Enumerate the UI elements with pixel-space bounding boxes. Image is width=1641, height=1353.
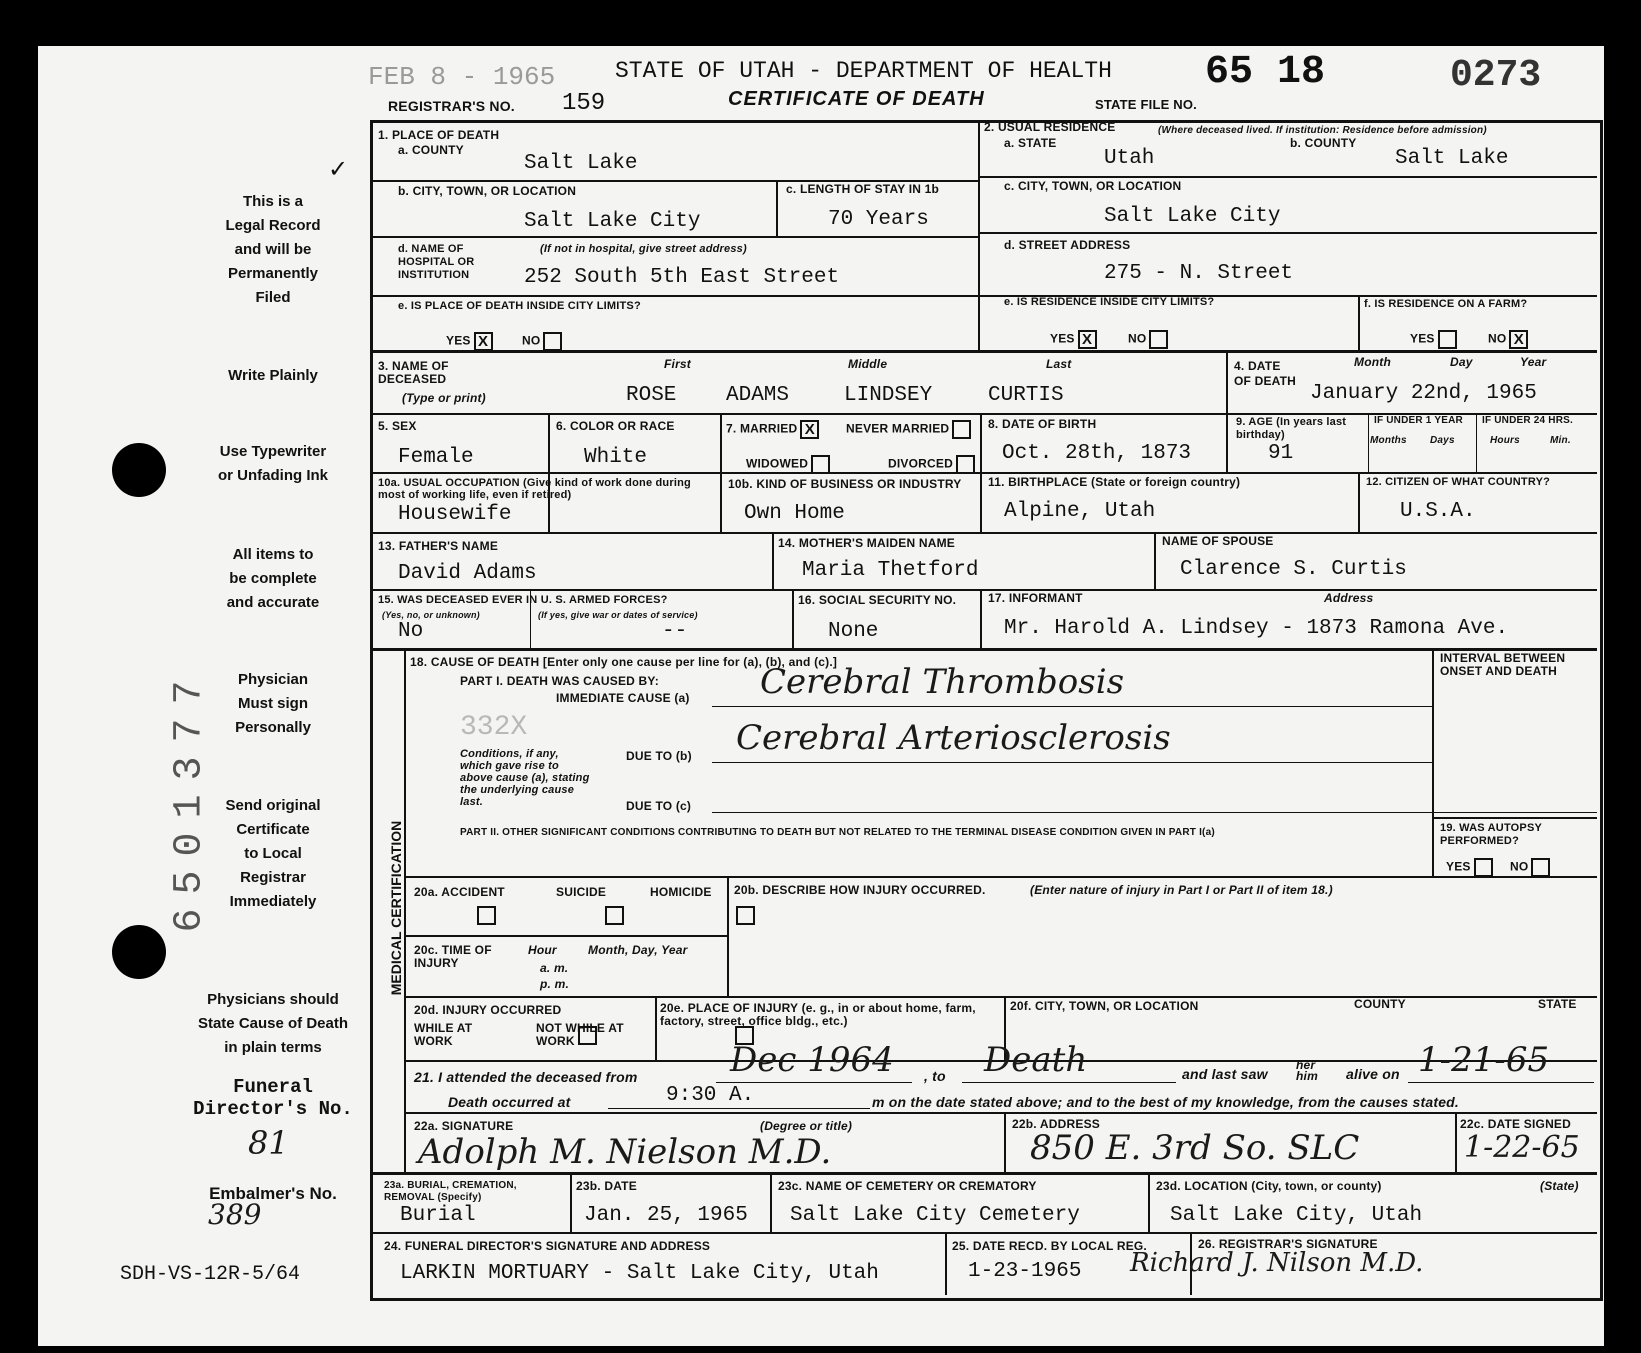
never-married-box[interactable] [952,420,971,439]
armed-label: 15. WAS DECEASED EVER IN U. S. ARMED FORCES? [378,594,668,606]
place-of-injury-label: 20e. PLACE OF INJURY (e. g., in or about home, farm, factory, street, office bldg., etc.) [660,1001,976,1028]
divorced-option: DIVORCED [888,455,975,474]
res-state-value: Utah [1104,147,1155,170]
stated-above-label: m on the date stated above; and to the best of my knowledge, from the causes stated. [872,1094,1460,1110]
state-paren-label: (State) [1540,1179,1579,1193]
armed-note-1: (Yes, no, or unknown) [382,610,480,620]
res-inside-no: NO [1128,330,1168,349]
funeral-director-label: 24. FUNERAL DIRECTOR'S SIGNATURE AND ADDRESS [384,1239,711,1253]
county-value: Salt Lake [524,152,638,175]
address-label: Address [1324,591,1374,605]
funeral-director-no: 81 [248,1124,289,1162]
am-label: a. m. [540,961,569,975]
father-label: 13. FATHER'S NAME [378,539,499,553]
father-value: David Adams [398,562,537,585]
items-complete-note: All items to be complete and accurate [226,546,320,611]
cemetery-label: 23c. NAME OF CEMETERY OR CREMATORY [778,1179,1037,1193]
alive-on-label: alive on [1346,1066,1400,1082]
suicide-label: SUICIDE [556,885,607,899]
funeral-director-value: LARKIN MORTUARY - Salt Lake City, Utah [400,1262,879,1285]
accident-label: 20a. ACCIDENT [414,885,505,899]
time-of-injury-label: 20c. TIME OF INJURY [414,943,492,970]
state-column-label: STATE [1538,997,1577,1011]
embalmer-no: 389 [208,1198,262,1231]
farm-label: f. IS RESIDENCE ON A FARM? [1364,298,1528,310]
age-value: 91 [1268,442,1294,465]
days-label: Days [1430,435,1455,446]
hospital-note: (If not in hospital, give street address) [540,243,747,255]
attended-label: 21. I attended the deceased from [414,1069,638,1085]
county-label: a. COUNTY [398,143,464,157]
inside-city-no-box[interactable] [543,332,562,351]
interval-label: INTERVAL BETWEEN ONSET AND DEATH [1440,651,1566,678]
embalmer-no-label: Embalmer's No. [209,1184,337,1203]
ssn-value: None [828,620,879,643]
homicide-label: HOMICIDE [650,885,712,899]
hospital-value: 252 South 5th East Street [524,266,840,289]
date-recd-value: 1-23-1965 [968,1260,1082,1283]
res-street-value: 275 - N. Street [1104,262,1294,285]
res-county-value: Salt Lake [1395,147,1509,170]
homicide-box[interactable] [736,906,755,925]
inside-city-yes-box[interactable]: X [474,332,493,351]
length-of-stay-label: c. LENGTH OF STAY IN 1b [786,182,940,196]
attended-from: Dec 1964 [730,1040,894,1080]
while-at-work-label: WHILE AT WORK [414,1021,473,1048]
last-name: CURTIS [988,384,1064,407]
autopsy-yes: YES [1446,858,1493,877]
to-label: , to [924,1068,946,1084]
burial-value: Burial [400,1204,476,1227]
occupation-label: 10a. USUAL OCCUPATION (Give kind of work done during most of working life, even if retired) [378,477,691,501]
place-of-death-label: 1. PLACE OF DEATH [378,128,500,142]
describe-label: 20b. DESCRIBE HOW INJURY OCCURRED. [734,883,986,897]
spouse-label: NAME OF SPOUSE [1162,534,1274,548]
business-value: Own Home [744,502,845,525]
typewriter-note: Use Typewriter or Unfading Ink [218,443,328,484]
dob-label: 8. DATE OF BIRTH [988,417,1097,431]
injury-occurred-label: 20d. INJURY OCCURRED [414,1003,562,1017]
medical-certification-label: MEDICAL CERTIFICATION [388,820,404,996]
inside-city-no: NO [522,332,562,351]
race-label: 6. COLOR OR RACE [556,419,675,433]
signature-label: 22a. SIGNATURE [414,1119,514,1133]
vertical-serial-number: 6501377 [167,666,213,933]
spouse-value: Clarence S. Curtis [1180,558,1407,581]
last-saw-date: 1-21-65 [1418,1040,1550,1080]
registrar-signature-label: 26. REGISTRAR'S SIGNATURE [1198,1237,1378,1251]
widowed-box[interactable] [811,455,830,474]
hour-label: Hour [528,943,557,957]
physician-signature: Adolph M. Nielson M.D. [418,1132,832,1172]
burial-date-value: Jan. 25, 1965 [584,1204,748,1227]
write-plainly-note: Write Plainly [228,367,318,384]
under-1-year-label: IF UNDER 1 YEAR [1374,415,1463,426]
name-label: 3. NAME OF DECEASED [378,359,449,386]
farm-no: NO X [1488,330,1528,349]
autopsy-no-box[interactable] [1531,858,1550,877]
res-inside-yes-box[interactable]: X [1078,330,1097,349]
middle-name: ADAMS [726,384,790,407]
her-him-label: her him [1296,1058,1318,1083]
attended-to: Death [984,1040,1088,1080]
farm-yes-box[interactable] [1438,330,1457,349]
part2-label: PART II. OTHER SIGNIFICANT CONDITIONS CONTRIBUTING TO DEATH BUT NOT RELATED TO THE TERMINAL DISEASE CONDITION GIVEN IN PART I(a) [460,827,1215,838]
punch-hole-bottom [112,925,166,979]
physician-sign-note: Physician Must sign Personally [235,671,311,736]
send-original-note: Send original Certificate to Local Registrar Immediately [225,797,321,910]
agency-title: STATE OF UTAH - DEPARTMENT OF HEALTH [615,58,1112,84]
res-city-label: c. CITY, TOWN, OR LOCATION [1004,179,1182,193]
pm-label: p. m. [540,977,570,991]
funeral-director-no-label: Funeral Director's No. [193,1076,353,1120]
dob-value: Oct. 28th, 1873 [1002,442,1192,465]
length-of-stay-value: 70 Years [828,208,929,231]
min-label: Min. [1550,435,1571,446]
informant-value: Mr. Harold A. Lindsey - 1873 Ramona Ave. [1004,617,1509,640]
registrar-no-label: REGISTRAR'S NO. [388,98,515,114]
location-value: Salt Lake City, Utah [1170,1204,1423,1227]
res-county-label: b. COUNTY [1290,136,1357,150]
due-to-c-label: DUE TO (c) [626,799,692,813]
middle-label: Middle [848,357,888,371]
sex-value: Female [398,446,474,469]
file-prefix: 65 18 [1205,50,1326,95]
inside-city-yes: YES X [446,332,493,351]
date-recd-label: 25. DATE RECD. BY LOCAL REG. [952,1239,1147,1253]
informant-label: 17. INFORMANT [988,591,1083,605]
month-label: Month [1354,355,1391,369]
suicide-box[interactable] [605,906,624,925]
farm-yes: YES [1410,330,1457,349]
divorced-box[interactable] [956,455,975,474]
inside-city-label: e. IS PLACE OF DEATH INSIDE CITY LIMITS? [398,300,641,312]
cemetery-value: Salt Lake City Cemetery [790,1204,1080,1227]
res-street-label: d. STREET ADDRESS [1004,238,1131,252]
form-code: SDH-VS-12R-5/64 [120,1263,301,1286]
farm-no-box[interactable]: X [1509,330,1528,349]
date-of-death-label: 4. DATE OF DEATH [1234,359,1297,388]
physicians-should-note: Physicians should State Cause of Death in plain terms [197,991,349,1056]
immediate-cause: Cerebral Thrombosis [760,662,1125,702]
registrar-no: 159 [562,90,606,117]
autopsy-label: 19. WAS AUTOPSY PERFORMED? [1440,822,1542,847]
birthplace-label: 11. BIRTHPLACE (State or foreign country) [988,475,1241,489]
punch-hole-top [112,443,166,497]
months-label: Months [1370,435,1407,446]
year-label: Year [1520,355,1547,369]
due-to-b-label: DUE TO (b) [626,749,692,763]
death-date-value: January 22nd, 1965 [1310,382,1537,405]
location-label: 23d. LOCATION (City, town, or county) [1156,1179,1382,1193]
armed-note-2: (If yes, give war or dates of service) [538,610,698,620]
burial-label: 23a. BURIAL, CREMATION, REMOVAL (Specify) [384,1180,517,1203]
due-to-b-cause: Cerebral Arteriosclerosis [736,718,1171,758]
married-option: 7. MARRIED X [726,420,819,439]
usual-residence-label: 2. USUAL RESIDENCE [984,120,1116,134]
res-state-label: a. STATE [1004,136,1057,150]
name-note: (Type or print) [402,391,486,405]
last-label: Last [1046,357,1072,371]
autopsy-yes-box[interactable] [1474,858,1493,877]
death-time: 9:30 A. [666,1084,755,1107]
month-day-year-label: Month, Day, Year [588,943,688,957]
res-inside-no-box[interactable] [1149,330,1168,349]
armed-dates-value: -- [662,620,688,643]
date-signed-label: 22c. DATE SIGNED [1460,1117,1572,1131]
married-box[interactable]: X [800,420,819,439]
cause-code: 332X [460,712,528,743]
city-label: b. CITY, TOWN, OR LOCATION [398,184,577,198]
registrar-signature: Richard J. Nilson M.D. [1130,1248,1424,1278]
not-while-at-work-label: NOT WHILE AT WORK [536,1021,624,1048]
received-stamp: FEB 8 - 1965 [368,62,556,92]
immediate-label: IMMEDIATE CAUSE (a) [556,691,690,705]
degree-label: (Degree or title) [760,1119,853,1133]
county-column-label: COUNTY [1354,997,1406,1011]
day-label: Day [1450,355,1473,369]
age-label: 9. AGE (In years last birthday) [1236,416,1347,441]
accident-box[interactable] [477,906,496,925]
res-city-value: Salt Lake City [1104,205,1281,228]
middle-name-2: LINDSEY [844,384,933,407]
autopsy-no: NO [1510,858,1550,877]
burial-date-label: 23b. DATE [576,1179,637,1193]
certificate-title: CERTIFICATE OF DEATH [728,88,985,110]
city-value: Salt Lake City [524,210,701,233]
physician-address: 850 E. 3rd So. SLC [1030,1128,1360,1168]
part1-label: PART I. DEATH WAS CAUSED BY: [460,674,659,688]
hours-label: Hours [1490,435,1520,446]
legal-record-note: This is a Legal Record and will be Permanently Filed [225,193,321,306]
mother-label: 14. MOTHER'S MAIDEN NAME [778,536,956,550]
race-value: White [584,446,648,469]
mother-value: Maria Thetford [802,559,979,582]
armed-value: No [398,620,424,643]
check-mark: ✓ [328,156,349,183]
widowed-option: WIDOWED [746,455,830,474]
under-24-hrs-label: IF UNDER 24 HRS. [1482,415,1573,426]
address-22-label: 22b. ADDRESS [1012,1117,1100,1131]
occupation-value: Housewife [398,503,512,526]
cause-label: 18. CAUSE OF DEATH [Enter only one cause per line for (a), (b), and (c).] [410,655,838,669]
first-name: ROSE [626,384,677,407]
death-occurred-label: Death occurred at [448,1094,571,1110]
conditions-note: Conditions, if any, which gave rise to above cause (a), stating the underlying cause last. [460,748,590,808]
birthplace-value: Alpine, Utah [1004,500,1156,523]
state-file-no-label: STATE FILE NO. [1095,97,1197,112]
citizen-label: 12. CITIZEN OF WHAT COUNTRY? [1366,476,1551,488]
sex-label: 5. SEX [378,419,417,433]
date-signed: 1-22-65 [1464,1130,1580,1165]
ssn-label: 16. SOCIAL SECURITY NO. [798,593,957,607]
city-injury-label: 20f. CITY, TOWN, OR LOCATION [1010,999,1199,1013]
res-inside-city-label: e. IS RESIDENCE INSIDE CITY LIMITS? [1004,296,1215,308]
res-inside-yes: YES X [1050,330,1097,349]
last-saw-label: and last saw [1182,1066,1268,1082]
never-married-option: NEVER MARRIED [846,420,971,439]
business-label: 10b. KIND OF BUSINESS OR INDUSTRY [728,477,962,491]
hospital-label: d. NAME OF HOSPITAL OR INSTITUTION [398,243,475,281]
first-label: First [664,357,692,371]
file-number: 0273 [1450,54,1542,97]
usual-residence-note: (Where deceased lived. If institution: Residence before admission) [1158,125,1487,136]
citizen-value: U.S.A. [1400,500,1476,523]
describe-note: (Enter nature of injury in Part I or Part II of item 18.) [1030,883,1333,897]
